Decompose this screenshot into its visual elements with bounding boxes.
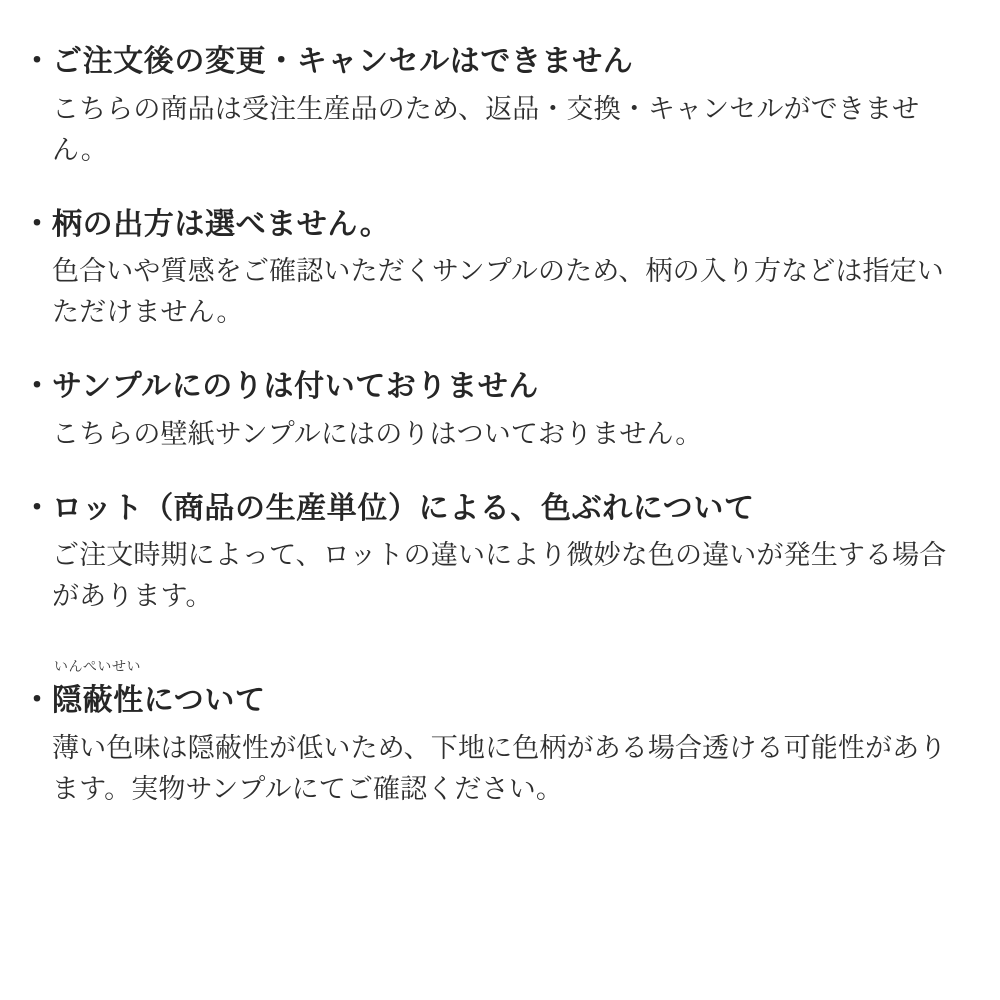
note-item bbox=[22, 42, 970, 171]
note-heading bbox=[22, 367, 970, 408]
note-body: こちらの商品は受注生産品のため、返品・交換・キャンセルができません。 bbox=[52, 93, 920, 165]
bullet-glyph: ・ bbox=[22, 45, 53, 78]
note-heading-text: ご注文後の変更・キャンセルはできません bbox=[52, 45, 634, 78]
note-heading bbox=[22, 489, 970, 530]
note-item bbox=[22, 367, 970, 455]
note-body: 色合いや質感をご確認いただくサンプルのため、柄の入り方などは指定いただけません。 bbox=[52, 256, 944, 328]
note-heading bbox=[22, 205, 970, 246]
note-heading-text bbox=[52, 658, 970, 722]
note-item bbox=[22, 658, 970, 810]
ruby-annotated-heading bbox=[52, 658, 266, 722]
note-item bbox=[22, 489, 970, 618]
note-heading-text: ロット（商品の生産単位）による、色ぶれについて bbox=[52, 491, 755, 525]
note-body: 薄い色味は隠蔽性が低いため、下地に色柄がある場合透ける可能性があります。実物サンプルにてご確認ください。 bbox=[52, 732, 947, 804]
note-body: こちらの壁紙サンプルにはのりはついておりません。 bbox=[52, 418, 703, 449]
note-heading-base: 隠蔽性について bbox=[52, 684, 266, 718]
note-item bbox=[22, 205, 970, 334]
bullet-glyph: ・ bbox=[22, 370, 53, 404]
bullet-glyph: ・ bbox=[22, 491, 53, 525]
ruby-reading: いんぺいせい bbox=[54, 658, 142, 675]
note-heading-text: サンプルにのりは付いておりません bbox=[52, 370, 539, 404]
note-heading-text: 柄の出方は選べません。 bbox=[52, 207, 391, 241]
bullet-glyph: ・ bbox=[22, 207, 53, 241]
bullet-glyph: ・ bbox=[22, 684, 53, 718]
note-heading bbox=[22, 42, 970, 83]
note-body: ご注文時期によって、ロットの違いにより微妙な色の違いが発生する場合があります。 bbox=[52, 540, 947, 612]
note-heading bbox=[22, 658, 970, 722]
